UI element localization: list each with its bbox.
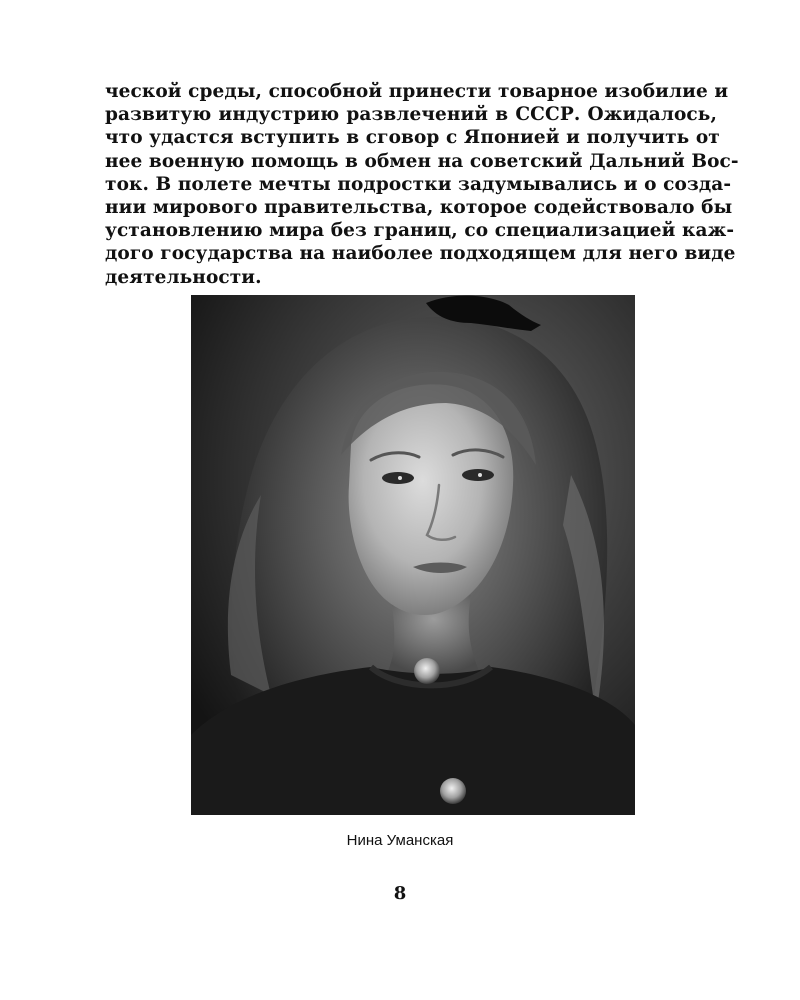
portrait-photo bbox=[191, 295, 635, 815]
text-line: деятельности. bbox=[105, 266, 262, 288]
text-line: ток. В полете мечты подростки задумывались и о созда- bbox=[105, 173, 732, 195]
button-detail-icon bbox=[440, 778, 466, 804]
text-line: нее военную помощь в обмен на советский Дальний Вос- bbox=[105, 150, 739, 172]
portrait-illustration bbox=[191, 295, 635, 815]
text-line: нии мирового правительства, которое содействовало бы bbox=[105, 196, 733, 218]
text-line: дого государства на наиболее подходящем для него виде bbox=[105, 243, 736, 265]
text-line: ческой среды, способной принести товарное изобилие и bbox=[105, 81, 729, 102]
text-line: развитую индустрию развлечений в СССР. Ожидалось, bbox=[105, 104, 717, 126]
body-text bbox=[105, 80, 739, 289]
text-line: установлению мира без границ, со специализацией каж- bbox=[105, 220, 735, 242]
photo-caption: Нина Уманская bbox=[346, 832, 454, 849]
page-number: 8 bbox=[393, 883, 407, 904]
button-detail-icon bbox=[414, 658, 440, 684]
text-line: что удастся вступить в сговор с Японией и получить от bbox=[105, 127, 720, 149]
